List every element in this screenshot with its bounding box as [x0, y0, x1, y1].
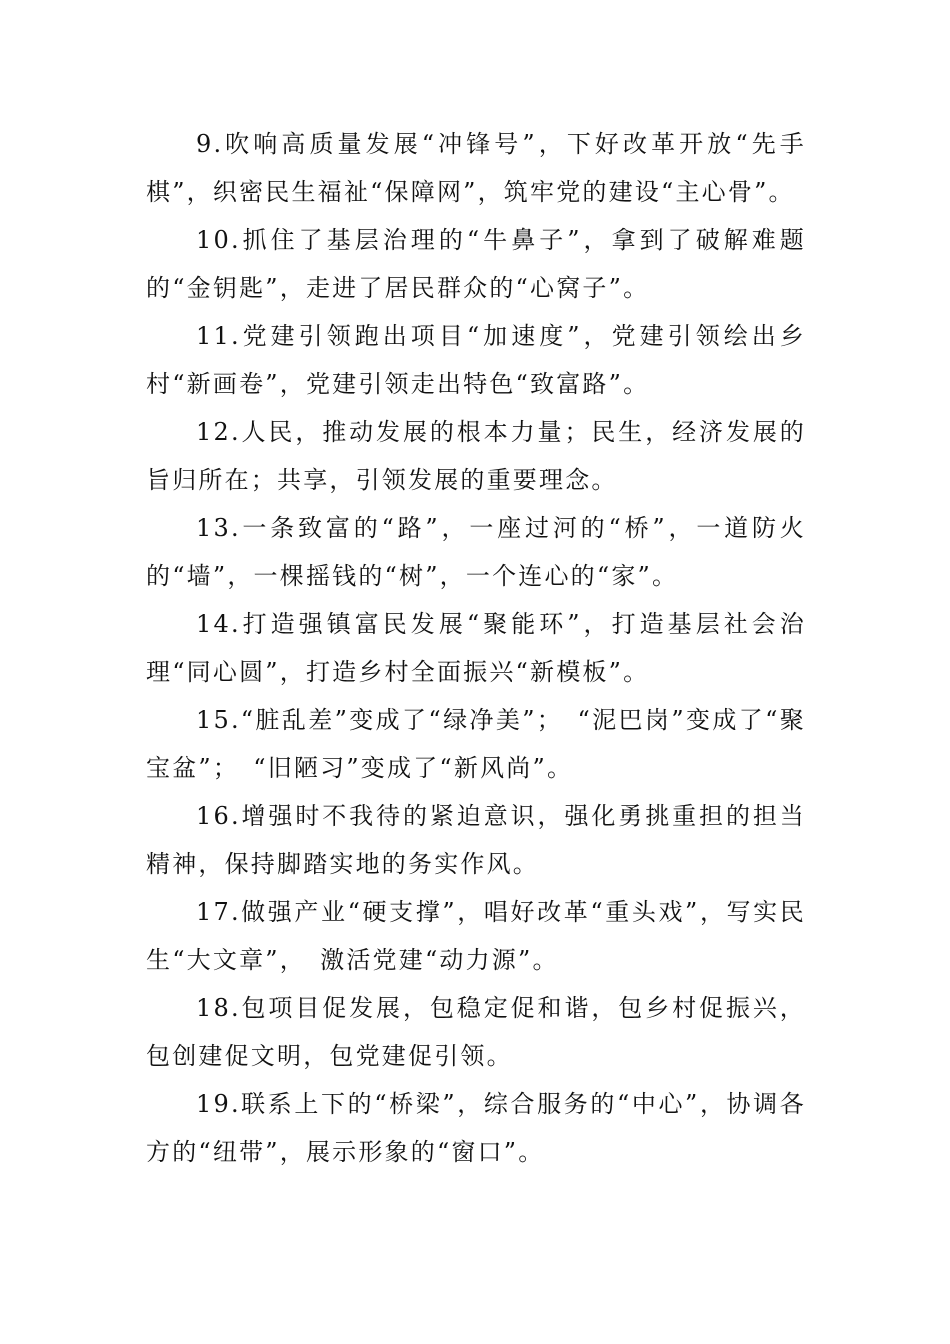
paragraph-15: 15.“脏乱差”变成了“绿净美”； “泥巴岗”变成了“聚宝盆”； “旧陋习”变成了“新风尚”。 [146, 706, 806, 782]
paragraph-18: 18.包项目促发展，包稳定促和谐，包乡村促振兴，包创建促文明，包党建促引领。 [146, 994, 806, 1070]
paragraph-11: 11.党建引领跑出项目“加速度”，党建引领绘出乡村“新画卷”，党建引领走出特色“致富路”。 [146, 322, 806, 398]
paragraph-19: 19.联系上下的“桥梁”，综合服务的“中心”，协调各方的“纽带”，展示形象的“窗口”。 [146, 1090, 806, 1166]
paragraph-9: 9.吹响高质量发展“冲锋号”，下好改革开放“先手棋”，织密民生福祉“保障网”，筑牢党的建设“主心骨”。 [146, 130, 806, 206]
paragraph-17: 17.做强产业“硬支撑”，唱好改革“重头戏”，写实民生“大文章”， 激活党建“动力源”。 [146, 898, 806, 974]
paragraph-13: 13.一条致富的“路”，一座过河的“桥”，一道防火的“墙”，一棵摇钱的“树”，一个连心的“家”。 [146, 514, 806, 590]
paragraph-16: 16.增强时不我待的紧迫意识，强化勇挑重担的担当精神，保持脚踏实地的务实作风。 [146, 802, 806, 878]
paragraph-12: 12.人民，推动发展的根本力量；民生，经济发展的旨归所在；共享，引领发展的重要理念。 [146, 418, 806, 494]
paragraph-14: 14.打造强镇富民发展“聚能环”，打造基层社会治理“同心圆”，打造乡村全面振兴“新模板”。 [146, 610, 806, 686]
paragraph-10: 10.抓住了基层治理的“牛鼻子”，拿到了破解难题的“金钥匙”，走进了居民群众的“心窝子”。 [146, 226, 806, 302]
document-body [146, 120, 806, 1176]
